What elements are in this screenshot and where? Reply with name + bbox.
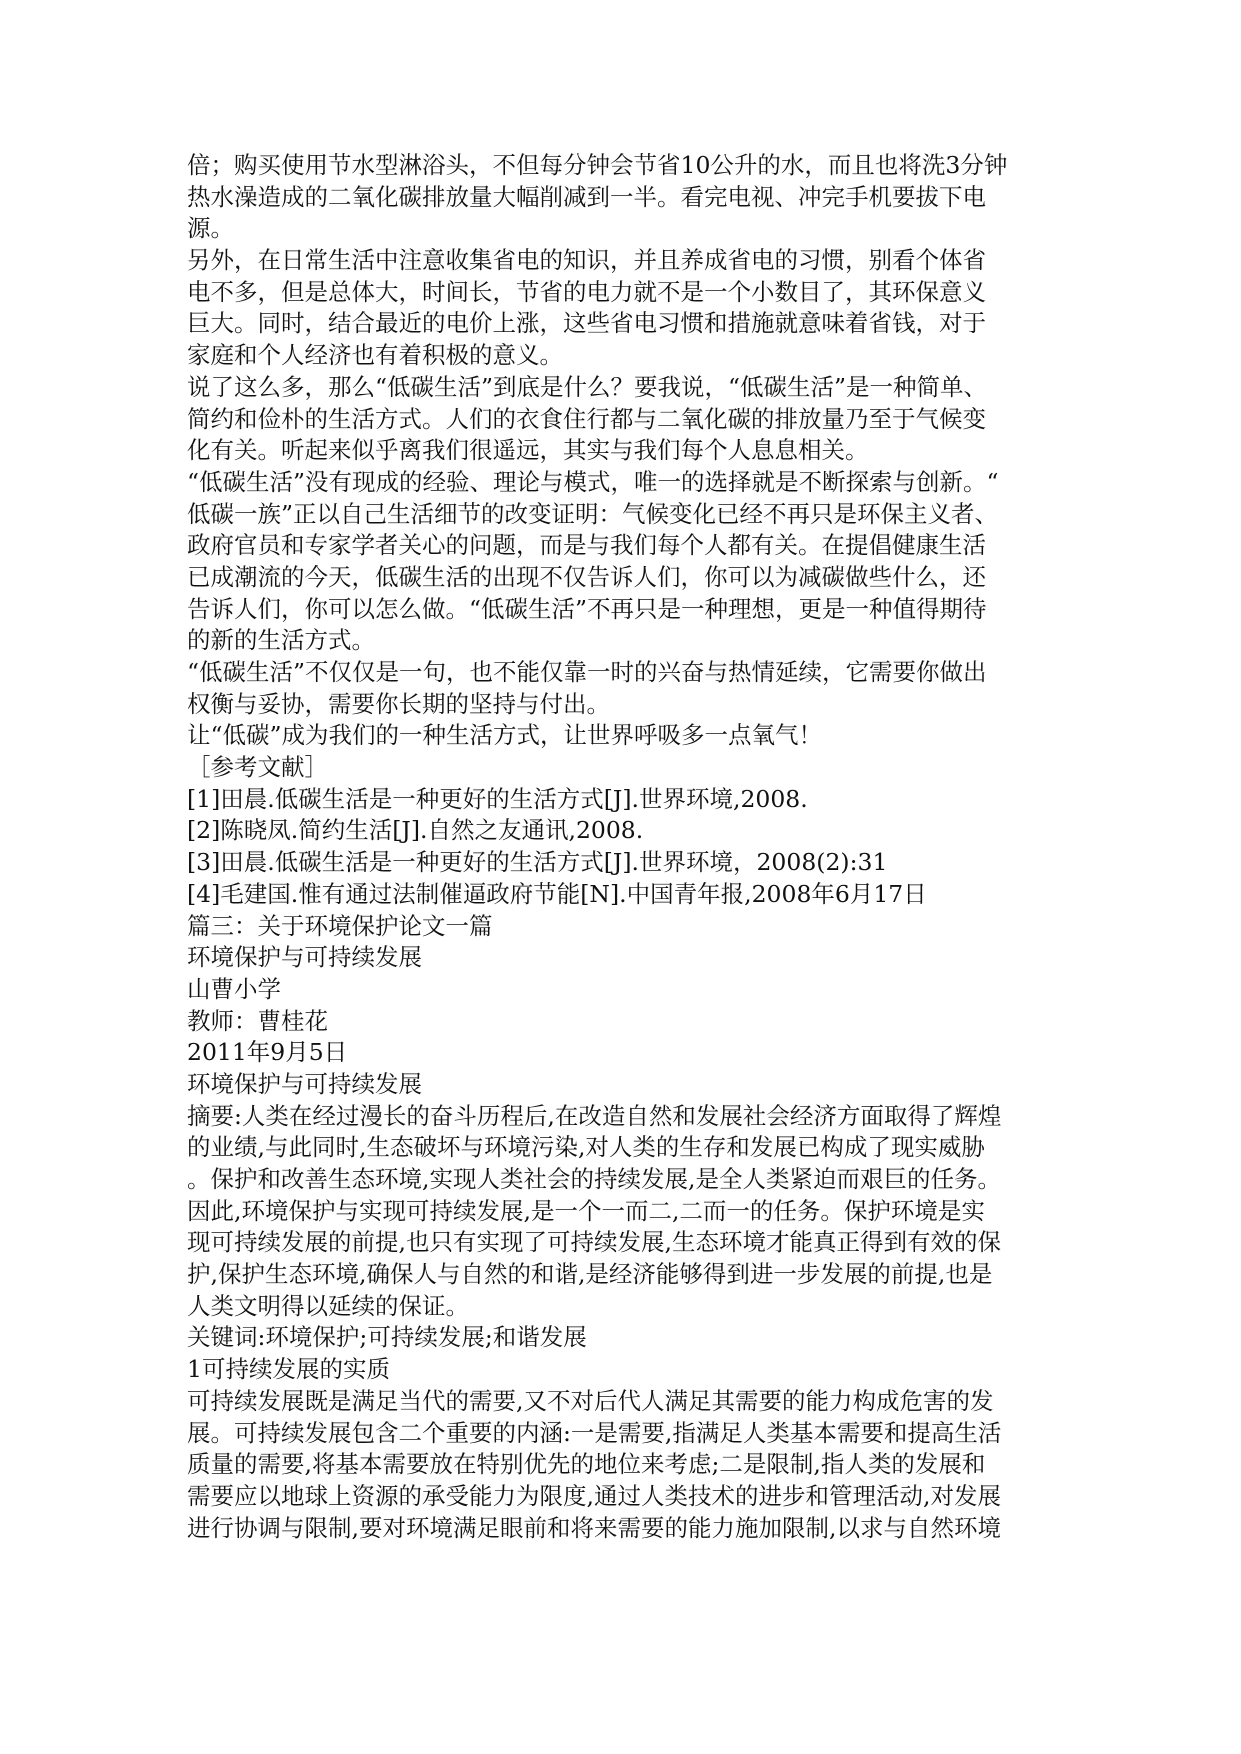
abstract-line: 人类文明得以延续的保证。 (187, 1291, 469, 1320)
text-line: “低碳生活”没有现成的经验、理论与模式，唯一的选择就是不断探索与创新。“ (187, 467, 999, 496)
text-line: 质量的需要,将基本需要放在特别优先的地位来考虑;二是限制,指人类的发展和 (187, 1450, 986, 1479)
article-title: 环境保护与可持续发展 (187, 943, 422, 972)
text-line: 让“低碳”成为我们的一种生活方式，让世界呼吸多一点氧气！ (187, 721, 823, 750)
abstract-line: 摘要:人类在经过漫长的奋斗历程后,在改造自然和发展社会经济方面取得了辉煌 (187, 1101, 1002, 1130)
reference-item: [2]陈晓凤.简约生活[J].自然之友通讯,2008. (187, 816, 644, 845)
abstract-line: 因此,环境保护与实现可持续发展,是一个一而二,二而一的任务。保护环境是实 (187, 1196, 985, 1225)
text-line: 说了这么多，那么“低碳生活”到底是什么？要我说，“低碳生活”是一种简单、 (187, 372, 988, 401)
text-line: 的新的生活方式。 (187, 626, 375, 655)
text-line: 倍；购买使用节水型淋浴头，不但每分钟会节省10公升的水，而且也将洗3分钟 (187, 151, 1008, 179)
date-line: 2011年9月5日 (187, 1038, 348, 1067)
text-line: 电不多，但是总体大，时间长，节省的电力就不是一个小数目了，其环保意义 (187, 277, 986, 306)
text-line: 展。可持续发展包含二个重要的内涵:一是需要,指满足人类基本需要和提高生活 (187, 1418, 1002, 1447)
section-heading: 1可持续发展的实质 (187, 1355, 390, 1384)
document-page (187, 150, 1057, 1544)
school-name: 山曹小学 (187, 974, 281, 1003)
text-line: 热水澡造成的二氧化碳排放量大幅削减到一半。看完电视、冲完手机要拔下电 (187, 182, 986, 211)
text-line: 低碳一族”正以自己生活细节的改变证明：气候变化已经不再只是环保主义者、 (187, 499, 999, 528)
text-line: 巨大。同时，结合最近的电价上涨，这些省电习惯和措施就意味着省钱，对于 (187, 309, 986, 338)
article-title: 环境保护与可持续发展 (187, 1069, 422, 1098)
text-line: “低碳生活”不仅仅是一句，也不能仅靠一时的兴奋与热情延续，它需要你做出 (187, 658, 987, 686)
text-line: 另外，在日常生活中注意收集省电的知识，并且养成省电的习惯，别看个体省 (187, 246, 986, 275)
text-line: 简约和俭朴的生活方式。人们的衣食住行都与二氧化碳的排放量乃至于气候变 (187, 404, 986, 433)
text-line: 权衡与妥协，需要你长期的坚持与付出。 (187, 689, 610, 718)
text-line: 告诉人们，你可以怎么做。“低碳生活”不再只是一种理想，更是一种值得期待 (187, 594, 987, 623)
references-heading: ［参考文献］ (187, 753, 328, 782)
abstract-line: 的业绩,与此同时,生态破坏与环境污染,对人类的生存和发展已构成了现实威胁 (187, 1133, 985, 1162)
reference-item: [3]田晨.低碳生活是一种更好的生活方式[J].世界环境，2008(2):31 (187, 848, 888, 877)
text-line: 可持续发展既是满足当代的需要,又不对后代人满足其需要的能力构成危害的发 (187, 1386, 994, 1415)
keywords-line: 关键词:环境保护;可持续发展;和谐发展 (187, 1323, 587, 1352)
abstract-line: 护,保护生态环境,确保人与自然的和谐,是经济能够得到进一步发展的前提,也是 (187, 1260, 993, 1289)
reference-item: [1]田晨.低碳生活是一种更好的生活方式[J].世界环境,2008. (187, 784, 808, 813)
reference-item: [4]毛建国.惟有通过法制催逼政府节能[N].中国青年报,2008年6月17日 (187, 879, 927, 908)
author-line: 教师：曹桂花 (187, 1006, 328, 1035)
section-heading: 篇三：关于环境保护论文一篇 (187, 911, 493, 940)
abstract-line: 。保护和改善生态环境,实现人类社会的持续发展,是全人类紧迫而艰巨的任务。 (187, 1165, 1001, 1193)
text-line: 需要应以地球上资源的承受能力为限度,通过人类技术的进步和管理活动,对发展 (187, 1481, 1001, 1510)
text-line: 进行协调与限制,要对环境满足眼前和将来需要的能力施加限制,以求与自然环境 (187, 1513, 1001, 1542)
text-line: 家庭和个人经济也有着积极的意义。 (187, 341, 563, 370)
abstract-line: 现可持续发展的前提,也只有实现了可持续发展,生态环境才能真正得到有效的保 (187, 1228, 1001, 1257)
text-line: 政府官员和专家学者关心的问题，而是与我们每个人都有关。在提倡健康生活 (187, 531, 986, 560)
text-line: 已成潮流的今天，低碳生活的出现不仅告诉人们，你可以为减碳做些什么，还 (187, 562, 986, 591)
text-line: 源。 (187, 214, 234, 243)
text-line: 化有关。听起来似乎离我们很遥远，其实与我们每个人息息相关。 (187, 436, 869, 465)
